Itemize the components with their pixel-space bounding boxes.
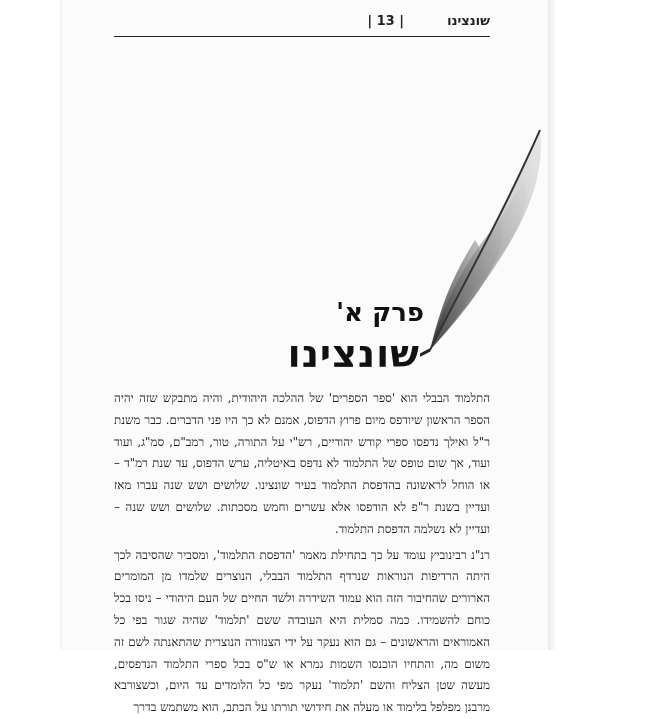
chapter-title: שונצינו [287,332,420,376]
paragraph-2: רנ"נ רבינוביץ עומד על כך בתחילת מאמר 'הדפסת התלמוד', ומסביר שהסיבה לכך היתה הרדיפות הנוראות שנרדף התלמוד הבבלי, הנוצרים שלמדו מן המומרים הארורים שהחיבור הזה הוא עמוד השידרה ולשד החיים של העם היהודי – ניסו בכל כוחם להשמידו. כמה סמלית היא העובדה ששם 'תלמוד' שהיה שגור בפי כל האמוראים והראשונים – גם הוא נעקר על ידי הצנזורה הנוצרית שהתאנתה לשם זה משום מה, והתחיו הוכנסו השמות גמרא או ש"ס בכל ספרי התלמוד הנדפסים, מעשה שטן הצליח והשם 'תלמוד' נעקר מפי כל הלומדים עד היום, וכשצורבא מרבנן מפלפל בלימוד או מעלה את חידושי תורתו על הכתב, הוא משתמש בדרך [114,547,490,715]
chapter-label: פרק א' [336,298,424,328]
paragraph-1: התלמוד הבבלי הוא 'ספר הספרים' של ההלכה היהודית, והיה מתבקש שזה יהיה הספר הראשון שיודפס מיום פרוץ הדפוס, אמנם לא כך היו פני הדברים. כבר משנת ר"ל ואילך נדפסו ספרי קודש יהודיים, רש"י על התורה, טור, רמב"ם, סמ"ג, ועוד ועוד, אך שום טופס של התלמוד לא נדפס באיטליה, ערש הדפוס, עד שנת רמ"ד – או הוחל לראשונה בהדפסת התלמוד בעיר שונצינו. שלושים ושש שנה עברו מאז ועדיין בשנת ר"פ לא הודפסו אלא עשרים וחמש מסכתות. שלושים ושש שנה – ועדיין לא נשלמה הדפסת התלמוד. [114,391,490,536]
page-number: 13 [376,14,395,29]
body-text [114,388,490,719]
header-page-number: | 13 | [367,14,404,29]
running-header [114,14,490,36]
feather-illustration [420,110,560,360]
header-rule [114,36,490,37]
header-book-title: שונצינו [447,14,490,29]
